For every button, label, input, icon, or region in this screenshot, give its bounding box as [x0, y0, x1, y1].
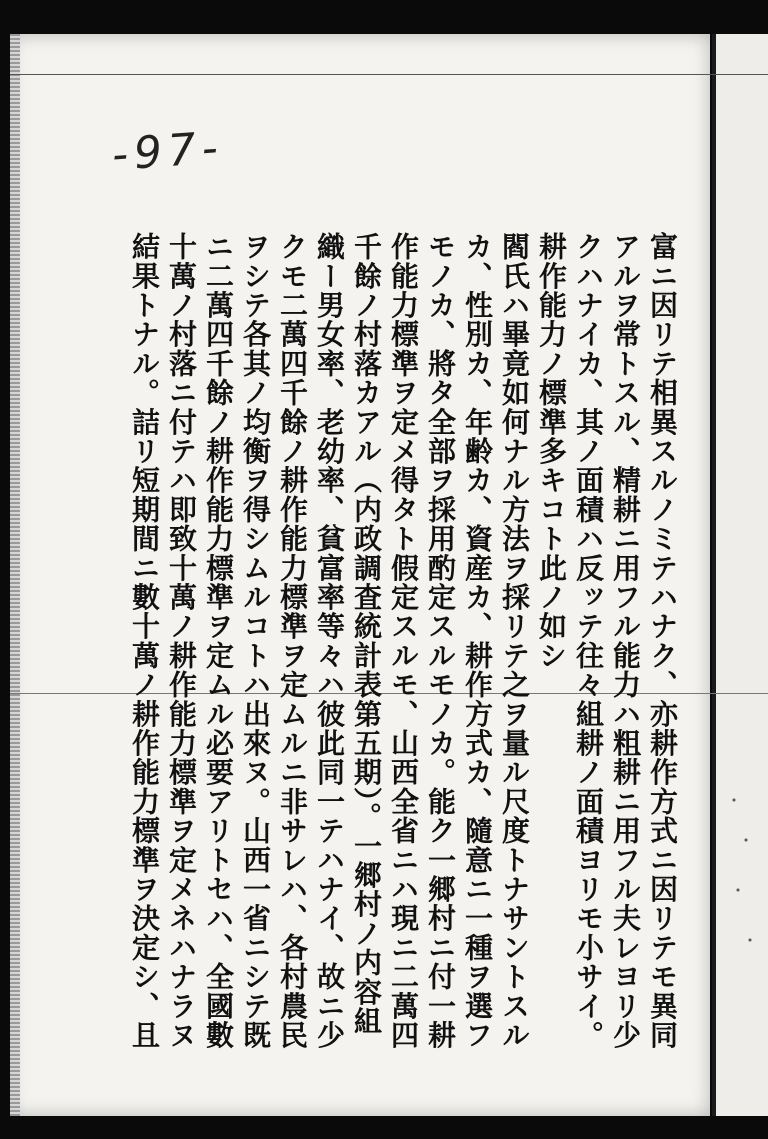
text-column: 結果トナル。詰リ短期間ニ數十萬ノ耕作能力標準ヲ決定シ、且 — [128, 232, 161, 1050]
text-column: 作能力標準ヲ定メ得タト假定スルモ、山西全省ニハ現ニ二萬四 — [387, 232, 420, 1050]
text-column: ニ二萬四千餘ノ耕作能力標準ヲ定ムル必要アリトセハ、全國數 — [202, 232, 235, 1050]
text-column: カ、性別カ、年齢カ、資産カ、耕作方式カ、隨意ニ一種ヲ選フ — [461, 232, 494, 1050]
text-column: 十萬ノ村落ニ付テハ即致十萬ノ耕作能力標準ヲ定メネハナラヌ — [165, 232, 198, 1050]
text-column: 耕作能力ノ標準多キコト此ノ如シ — [535, 232, 568, 670]
text-column: 織ー男女率、老幼率、貧富率等々ハ彼此同一テハナイ、故ニ少 — [313, 232, 346, 1050]
text-column: アルヲ常トスル、精耕ニ用フル能力ハ粗耕ニ用フル夫レヨリ少 — [609, 232, 642, 1050]
text-column: モノカ、將タ全部ヲ採用酌定スルモノカ。能ク一郷村ニ付一耕 — [424, 232, 457, 1050]
text-column: 閻氏ハ畢竟如何ナル方法ヲ採リテ之ヲ量ル尺度トナサントスル — [498, 232, 531, 1050]
text-column: 千餘ノ村落カアル（内政調査統計表第五期）。一郷村ノ内容組 — [350, 232, 383, 1036]
text-column: 富ニ因リテ相異スルノミテハナク、亦耕作方式ニ因リテモ異同 — [646, 232, 679, 1050]
top-rule — [10, 74, 768, 75]
margin-specks — [722, 780, 762, 980]
text-column: クモ二萬四千餘ノ耕作能力標準ヲ定ムルニ非サレハ、各村農民 — [276, 232, 309, 1050]
text-column: クハナイカ、其ノ面積ハ反ッテ往々組耕ノ面積ヨリモ小サイ。 — [572, 232, 605, 1050]
page-number: -97- — [110, 122, 226, 181]
text-column: ヲシテ各其ノ均衡ヲ得シムルコトハ出來ヌ。山西一省ニシテ既 — [239, 232, 272, 1050]
